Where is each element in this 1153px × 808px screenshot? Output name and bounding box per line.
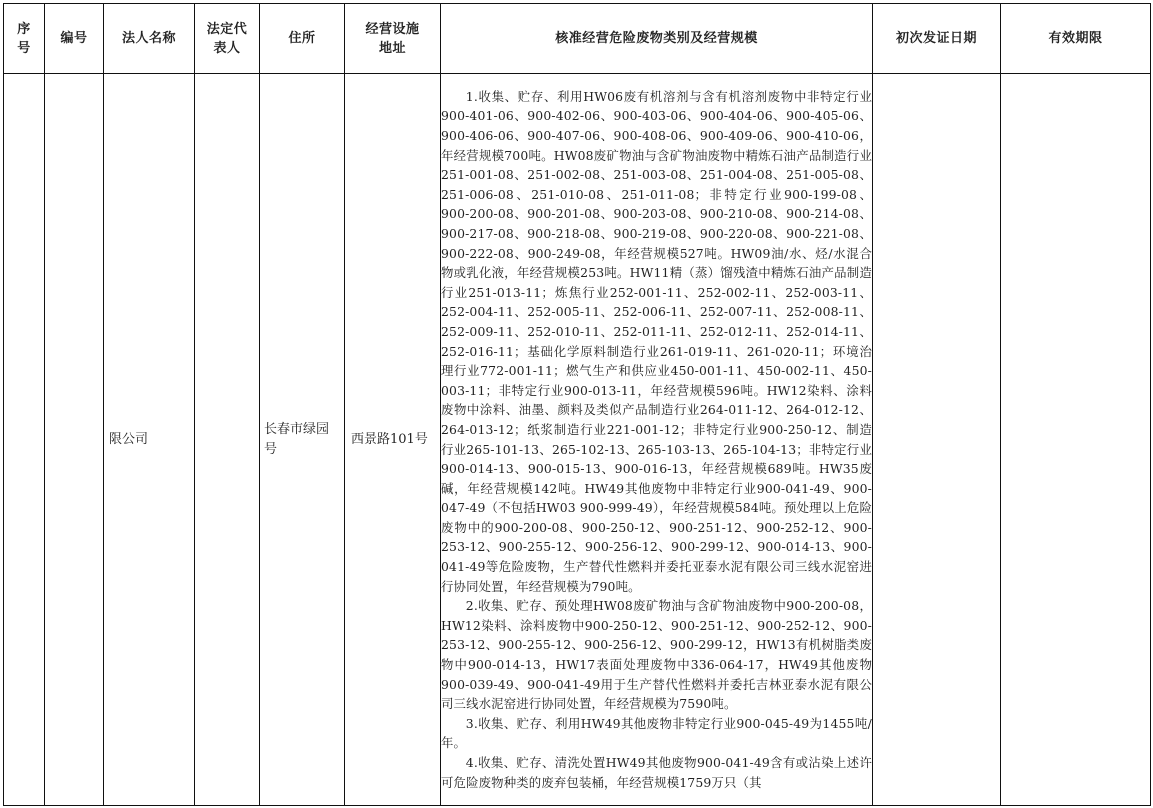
permit-table xyxy=(3,3,1151,806)
scope-paragraph-3: 3.收集、贮存、利用HW49其他废物非特定行业900-045-49为1455吨/年。 xyxy=(441,715,872,751)
table-row xyxy=(4,74,1151,806)
cell-scope xyxy=(441,74,873,806)
header-scope: 核准经营危险废物类别及经营规模 xyxy=(441,4,873,74)
cell-issue-date xyxy=(873,74,1001,806)
cell-code xyxy=(45,74,104,806)
cell-facility: 西景路101号 xyxy=(345,74,441,806)
cell-name: 限公司 xyxy=(104,74,195,806)
scope-paragraph-1: 1.收集、贮存、利用HW06废有机溶剂与含有机溶剂废物中非特定行业900-401-06、900-402-06、900-403-06、900-404-06、900-405-06、900-406-06、900-407-06、900-408-06、900-409-06、900-410-06，年经营规模700吨。HW08废矿物油与含矿物油废物中精炼石油产品制造行业251-001-08、251-002-08、251-003-08、251-004-08、251-005-08、251-006-08、251-010-08、251-011-08；非特定行业900-199-08、900-200-08、900-201-08、900-203-08、900-210-08、900-214-08、900-217-08、900-218-08、900-219-08、900-220-08、900-221-08、900-222-08、900-249-08，年经营规模527吨。HW09油/水、烃/水混合物或乳化液，年经营规模253吨。HW11精（蒸）馏残渣中精炼石油产品制造行业251-013-11；炼焦行业252-001-11、252-002-11、252-003-11、252-004-11、252-005-11、252-006-11、252-007-11、252-008-11、252-009-11、252-010-11、252-011-11、252-012-11、252-014-11、252-016-11；基础化学原料制造行业261-019-11、261-020-11；环境治理行业772-001-11；燃气生产和供应业450-001-11、450-002-11、450-003-11；非特定行业900-013-11，年经营规模596吨。HW12染料、涂料废物中涂料、油墨、颜料及类似产品制造行业264-011-12、264-012-12、264-013-12；纸浆制造行业221-001-12；非特定行业900-250-12、制造行业265-101-13、265-102-13、265-103-13、265-104-13；非特定行业900-014-13、900-015-13、900-016-13，年经营规模689吨。HW35废碱，年经营规模142吨。HW49其他废物中非特定行业900-041-49、900-047-49（不包括HW03 900-999-49），年经营规模584吨。预处理以上危险废物中的900-200-08、900-250-12、900-251-12、900-252-12、900-253-12、900-255-12、900-256-12、900-299-12、900-014-13、900-041-49等危险废物，生产替代性燃料并委托亚泰水泥有限公司三线水泥窑进行协同处置，年经营规模为790吨。 xyxy=(441,88,872,594)
header-seq: 序号 xyxy=(4,4,45,74)
header-address: 住所 xyxy=(260,4,345,74)
header-row xyxy=(4,4,1151,74)
header-name: 法人名称 xyxy=(104,4,195,74)
cell-rep xyxy=(195,74,260,806)
header-rep: 法定代表人 xyxy=(195,4,260,74)
header-code: 编号 xyxy=(45,4,104,74)
header-facility: 经营设施地址 xyxy=(345,4,441,74)
cell-valid-until xyxy=(1001,74,1151,806)
header-valid-until: 有效期限 xyxy=(1001,4,1151,74)
scope-text xyxy=(441,87,872,792)
scope-paragraph-2: 2.收集、贮存、预处理HW08废矿物油与含矿物油废物中900-200-08，HW12染料、涂料废物中900-250-12、900-251-12、900-252-12、900-253-12、900-255-12、900-256-12、900-299-12，HW13有机树脂类废物中900-014-13，HW17表面处理废物中336-064-17，HW49其他废物900-039-49、900-041-49用于生产替代性燃料并委托吉林亚泰水泥有限公司三线水泥窑进行协同处置，年经营规模为7590吨。 xyxy=(441,598,872,712)
cell-address: 长春市绿园号 xyxy=(260,74,345,806)
header-issue-date: 初次发证日期 xyxy=(873,4,1001,74)
scope-paragraph-4: 4.收集、贮存、清洗处置HW49其他废物900-041-49含有或沾染上述许可危险废物种类的废弃包装桶，年经营规模1759万只（其 xyxy=(441,755,872,790)
cell-seq xyxy=(4,74,45,806)
